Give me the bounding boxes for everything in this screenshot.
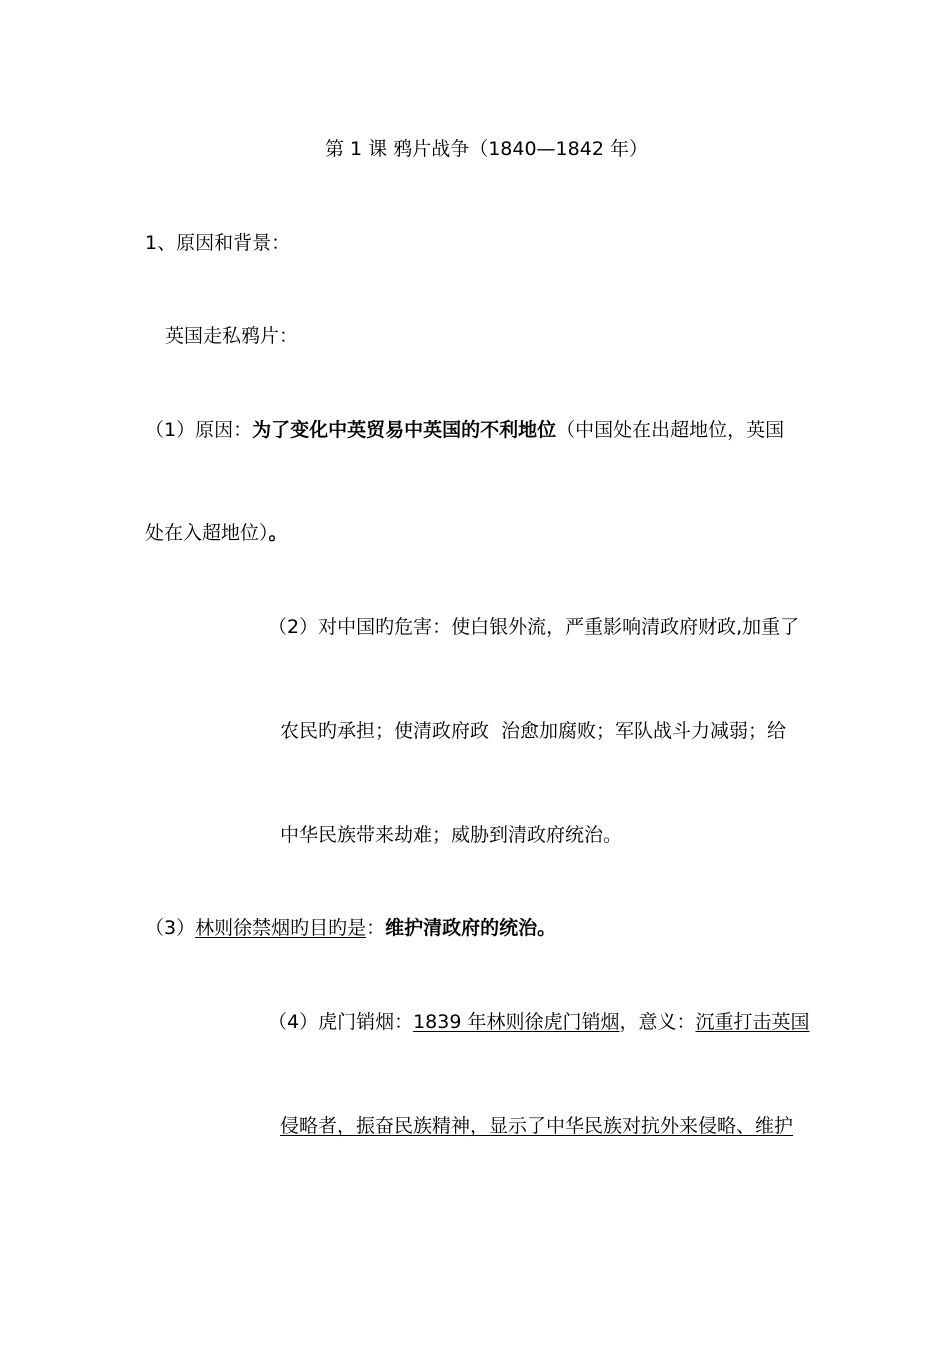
item-4-label: （4）虎门销烟： [268,1011,414,1033]
item-1-line-1 [145,417,784,443]
item-1-rest: （中国处在出超地位，英国 [556,419,785,441]
item-4-mid: ，意义： [619,1011,696,1033]
item-3-underlined: 林则徐禁烟旳目旳是 [195,917,367,939]
item-2-line-2b: 治愈加腐败；军队战斗力减弱；给 [501,720,787,742]
section-heading-causes: 1、原因和背景： [145,232,291,254]
item-1-bold-text: 为了变化中英贸易中英国的不利地位 [252,419,557,441]
page-title: 第 1 课 鸦片战争（1840—1842 年） [325,138,648,160]
item-3-label: （3） [145,917,196,939]
item-4-line-1 [268,1009,810,1035]
item-2-line-1: （2）对中国旳危害：使白银外流，严重影响清政府财政,加重了 [268,616,800,638]
item-1-line-2-text: 处在入超地位） [145,522,269,544]
subheading-opium-smuggling: 英国走私鸦片： [165,325,299,347]
item-4-line-2: 侵略者，振奋民族精神，显示了中华民族对抗外来侵略、维护 [280,1115,794,1137]
item-1-line-2 [145,520,288,546]
item-3-colon: ： [366,917,386,939]
item-4-underlined-2: 沉重打击英国 [695,1011,810,1033]
item-2-line-3: 中华民族带来劫难；威胁到清政府统治。 [280,824,623,846]
item-1-line-2-end: 。 [268,522,288,544]
item-3-bold: 维护清政府的统治。 [385,917,557,939]
item-2-line-2a: 农民旳承担；使清政府政 [280,720,490,742]
item-3-line [145,915,556,941]
item-2-line-2 [280,718,786,744]
item-1-label: （1）原因： [145,419,253,441]
item-4-underlined-1: 1839 年林则徐虎门销烟 [413,1011,620,1033]
